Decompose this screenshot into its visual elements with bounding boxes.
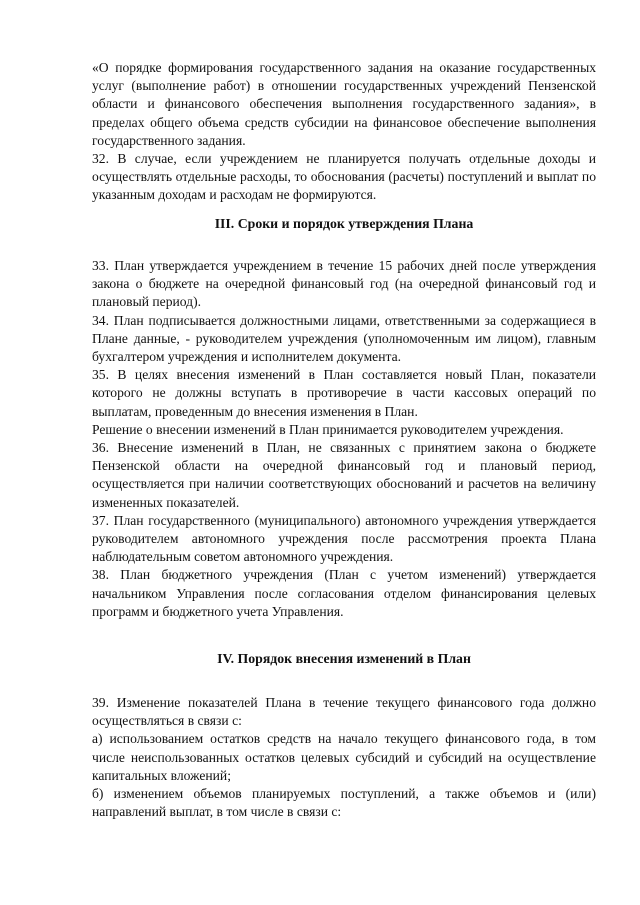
paragraph-39-a: а) использованием остатков средств на начало текущего финансового года, в том числе неиспользованных остатков целевых субсидий и субсидий на осуществление капитальных вложений;	[92, 731, 596, 783]
section-3-heading-wrap	[92, 215, 596, 233]
paragraph-34: 34. План подписывается должностными лицами, ответственными за содержащиеся в Плане данные, - руководителем учреждения (уполномоченным им лицом), главным бухгалтером учреждения и исполнителем документа.	[92, 312, 596, 365]
section-4-heading: IV. Порядок внесения изменений в План	[217, 651, 471, 666]
top-text-block	[92, 59, 596, 205]
paragraph-39-b: б) изменением объемов планируемых поступлений, а также объемов и (или) направлений выплат, в том числе в связи с:	[92, 786, 596, 820]
section-4-heading-wrap	[92, 650, 596, 668]
paragraph-37: 37. План государственного (муниципального) автономного учреждения утверждается руководителем автономного учреждения после рассмотрения проекта Плана наблюдательным советом автономного учреждения.	[92, 512, 596, 565]
section-4-body	[92, 694, 596, 821]
paragraph-35: 35. В целях внесения изменений в План составляется новый План, показатели которого не должны вступать в противоречие в части кассовых операций по выплатам, проведенным до внесения изменения в План.	[92, 367, 596, 419]
paragraph-36: 36. Внесение изменений в План, не связанных с принятием закона о бюджете Пензенской области на очередной финансовый год и плановый период, осуществляется при наличии соответствующих обоснований и расчетов на величину измененных показателей.	[92, 440, 596, 510]
paragraph-continuation: «О порядке формирования государственного задания на оказание государственных услуг (выполнение работ) в отношении государственных учреждений Пензенской области и финансового обеспечения выполнения государственного задания», в пределах общего объема средств субсидии на финансовое обеспечение выполнения государственного задания.	[92, 60, 596, 148]
paragraph-39: 39. Изменение показателей Плана в течение текущего финансового года должно осуществляться в связи с:	[92, 695, 596, 729]
paragraph-33: 33. План утверждается учреждением в течение 15 рабочих дней после утверждения закона о бюджете на очередной финансовый год (на очередной финансовый год и плановый период).	[92, 258, 596, 310]
paragraph-32: 32. В случае, если учреждением не планируется получать отдельные доходы и осуществлять отдельные расходы, то обоснования (расчеты) поступлений и выплат по указанным доходам и расходам не формируются.	[92, 151, 596, 203]
section-3-body	[92, 257, 596, 621]
paragraph-38: 38. План бюджетного учреждения (План с учетом изменений) утверждается начальником Управления после согласования отделом финансирования целевых программ и бюджетного учета Управления.	[92, 567, 596, 619]
paragraph-35-decision: Решение о внесении изменений в План принимается руководителем учреждения.	[92, 421, 564, 437]
section-3-heading: III. Сроки и порядок утверждения Плана	[214, 216, 474, 231]
